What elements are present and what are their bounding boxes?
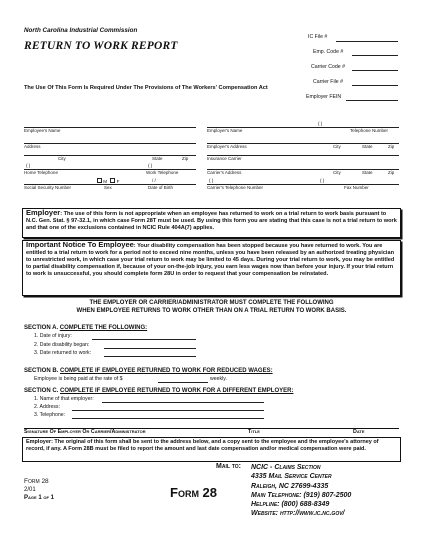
new-employer-name-label: 1. Name of that employer:: [34, 396, 94, 402]
helpline: Helpline: (800) 688-8349: [251, 501, 330, 509]
agency-name: North Carolina Industrial Commission: [24, 27, 138, 34]
employer-warning-box: [22, 208, 401, 238]
date-of-injury-field[interactable]: [92, 339, 196, 340]
title-label: Title: [248, 429, 260, 435]
carrier-tel-label: Carrier's Telephone Number: [207, 185, 264, 190]
big-form-number: Form 28: [170, 485, 218, 500]
date-of-injury-label: 1. Date of injury:: [34, 333, 72, 339]
wage-rate-field[interactable]: [158, 382, 208, 383]
form-title: RETURN TO WORK REPORT: [24, 40, 178, 52]
ic-file-field[interactable]: [336, 41, 398, 42]
employer-tel-label: Telephone Number: [350, 128, 389, 133]
carrier-code-field[interactable]: [352, 70, 398, 71]
female-checkbox[interactable]: [110, 178, 115, 183]
wage-rate-label: Employee is being paid at the rate of $: [34, 376, 123, 382]
fax-label: Fax Number: [344, 185, 369, 190]
section-c-heading: SECTION C. COMPLETE IF EMPLOYEE RETURNED TO WORK FOR A DIFFERENT EMPLOYER:: [24, 388, 294, 394]
new-employer-address-field[interactable]: [72, 410, 264, 411]
employee-notice-text: Important Notice To Employee: Your disability compensation has been stopped because you have returned to work. You are entitled to a trial return to work for a period not to exceed nine months, unless you have been released by an authorized treating physician to unrestricted work, in which case your trial return to work may be limited to 45 days. During your trial return to work, you may be entitled to partial disability compensation if, because of your on-the-job injury, you earn less wages now than before your injury. If your trial return to work is unsuccessful, you should complete form 28U in order to request that your compensation be reinstated.: [26, 240, 395, 277]
signature-label: Signature Of Employer Or Carrier/Administrator: [24, 429, 146, 435]
ssn-label: Social Security Number: [24, 185, 72, 190]
employer-warning-lead: Employer: [26, 208, 61, 217]
employee-address-label: Address: [24, 144, 41, 149]
mail-to-label: Mail to:: [216, 463, 242, 470]
page-count: Page 1 of 1: [24, 495, 54, 501]
date-disability-label: 2. Date disability began:: [34, 342, 90, 348]
new-employer-name-field[interactable]: [102, 402, 264, 403]
employee-city-field[interactable]: [24, 155, 196, 156]
weekly-label: weekly.: [210, 376, 227, 382]
new-employer-address-label: 2. Address:: [34, 404, 60, 410]
employer-state-label: State: [362, 144, 373, 149]
emp-code-label: Emp. Code #: [313, 49, 344, 55]
main-telephone: Main Telephone: (919) 807-2500: [251, 491, 352, 499]
form-number: Form 28: [24, 478, 49, 485]
employer-tel-paren: ( ): [318, 121, 323, 126]
work-tel-label: Work Telephone: [146, 170, 179, 175]
work-tel-paren: ( ): [148, 163, 153, 168]
ic-file-label: IC File #: [308, 34, 328, 40]
mailing-address: [251, 463, 351, 519]
sex-label: Sex: [104, 185, 112, 190]
employee-address-field[interactable]: [24, 143, 196, 144]
employee-city-label: City: [58, 156, 66, 161]
carrier-file-label: Carrier File #: [313, 79, 343, 85]
section-b-heading: SECTION B. COMPLETE IF EMPLOYEE RETURNED TO WORK FOR REDUCED WAGES:: [24, 368, 273, 374]
employee-name-label: Employee's Name: [24, 128, 61, 133]
address-line-2: 4335 Mail Service Center: [251, 473, 332, 481]
emp-code-field[interactable]: [352, 55, 398, 56]
carrier-city-label: City: [333, 170, 341, 175]
dob-slashes: / /: [152, 178, 156, 183]
instruction-line-2: WHEN EMPLOYEE RETURNS TO WORK OTHER THAN ON A TRIAL RETURN TO WORK BASIS.: [76, 308, 347, 314]
employee-notice-box: [22, 240, 401, 296]
employer-city-label: City: [333, 144, 341, 149]
footer-note-box: [22, 437, 401, 462]
date-label: Date: [353, 429, 365, 435]
form-revision: 2/01: [24, 487, 36, 493]
male-label: M: [103, 179, 108, 184]
website: Website: http://www.ic.nc.gov/: [251, 510, 345, 518]
carrier-tel-paren: ( ): [209, 178, 214, 183]
carrier-state-label: State: [362, 170, 373, 175]
employer-fein-label: Employer FEIN: [306, 94, 342, 100]
employee-zip-label: Zip: [182, 156, 189, 161]
date-returned-field[interactable]: [104, 356, 196, 357]
employer-name-label: Employer's Name: [207, 128, 243, 133]
employer-fein-field[interactable]: [346, 100, 398, 101]
home-tel-paren: ( ): [26, 163, 31, 168]
employer-warning-text: Employer: The use of this form is not appropriate when an employee has returned to work on a trial return to work basis pursuant to N.C. Gen. Stat. § 97-32.1, in which case Form 28T must be used. By using this form you are stating that this case is not a trial return to work and that one of the exclusions contained in NCIC Rule 404A(7) applies.: [26, 208, 397, 231]
carrier-zip-label: Zip: [388, 170, 395, 175]
date-disability-field[interactable]: [104, 348, 196, 349]
employer-address-label: Employer's Address: [207, 144, 247, 149]
date-returned-label: 3. Date returned to work:: [34, 350, 92, 356]
section-a-heading: SECTION A. COMPLETE THE FOLLOWING:: [24, 325, 148, 331]
male-checkbox[interactable]: [97, 178, 102, 183]
dob-label: Date of Birth: [148, 185, 174, 190]
employer-zip-label: Zip: [388, 144, 395, 149]
carrier-address-label: Carrier's Address: [207, 170, 242, 175]
employee-notice-lead: Important Notice To Employee: [26, 240, 134, 249]
instruction-line-1: THE EMPLOYER OR CARRIER/ADMINISTRATOR MUST COMPLETE THE FOLLOWING: [89, 300, 334, 306]
employee-state-label: State: [152, 156, 163, 161]
female-label: F: [116, 179, 120, 184]
home-tel-label: Home Telephone: [24, 170, 58, 175]
new-employer-tel-label: 3. Telephone:: [34, 412, 66, 418]
fax-paren: ( ): [320, 178, 325, 183]
footer-note-text: Employer: The original of this form shall be sent to the address below, and a copy sent to the employee and the employee's attorney of record, if any. A Form 28B must be filed to report the amount and last date compensation and/or medical compensation were paid.: [26, 439, 379, 452]
carrier-code-label: Carrier Code #: [311, 64, 346, 70]
insurance-carrier-label: Insurance Carrier: [207, 156, 242, 161]
carrier-file-field[interactable]: [352, 85, 398, 86]
address-line-1: NCIC - Claims Section: [251, 464, 321, 471]
new-employer-tel-field[interactable]: [72, 418, 264, 419]
address-line-3: Raleigh, NC 27699-4335: [251, 482, 329, 490]
required-notice: The Use Of This Form Is Required Under The Provisions of The Workers' Compensation Act: [24, 85, 268, 91]
